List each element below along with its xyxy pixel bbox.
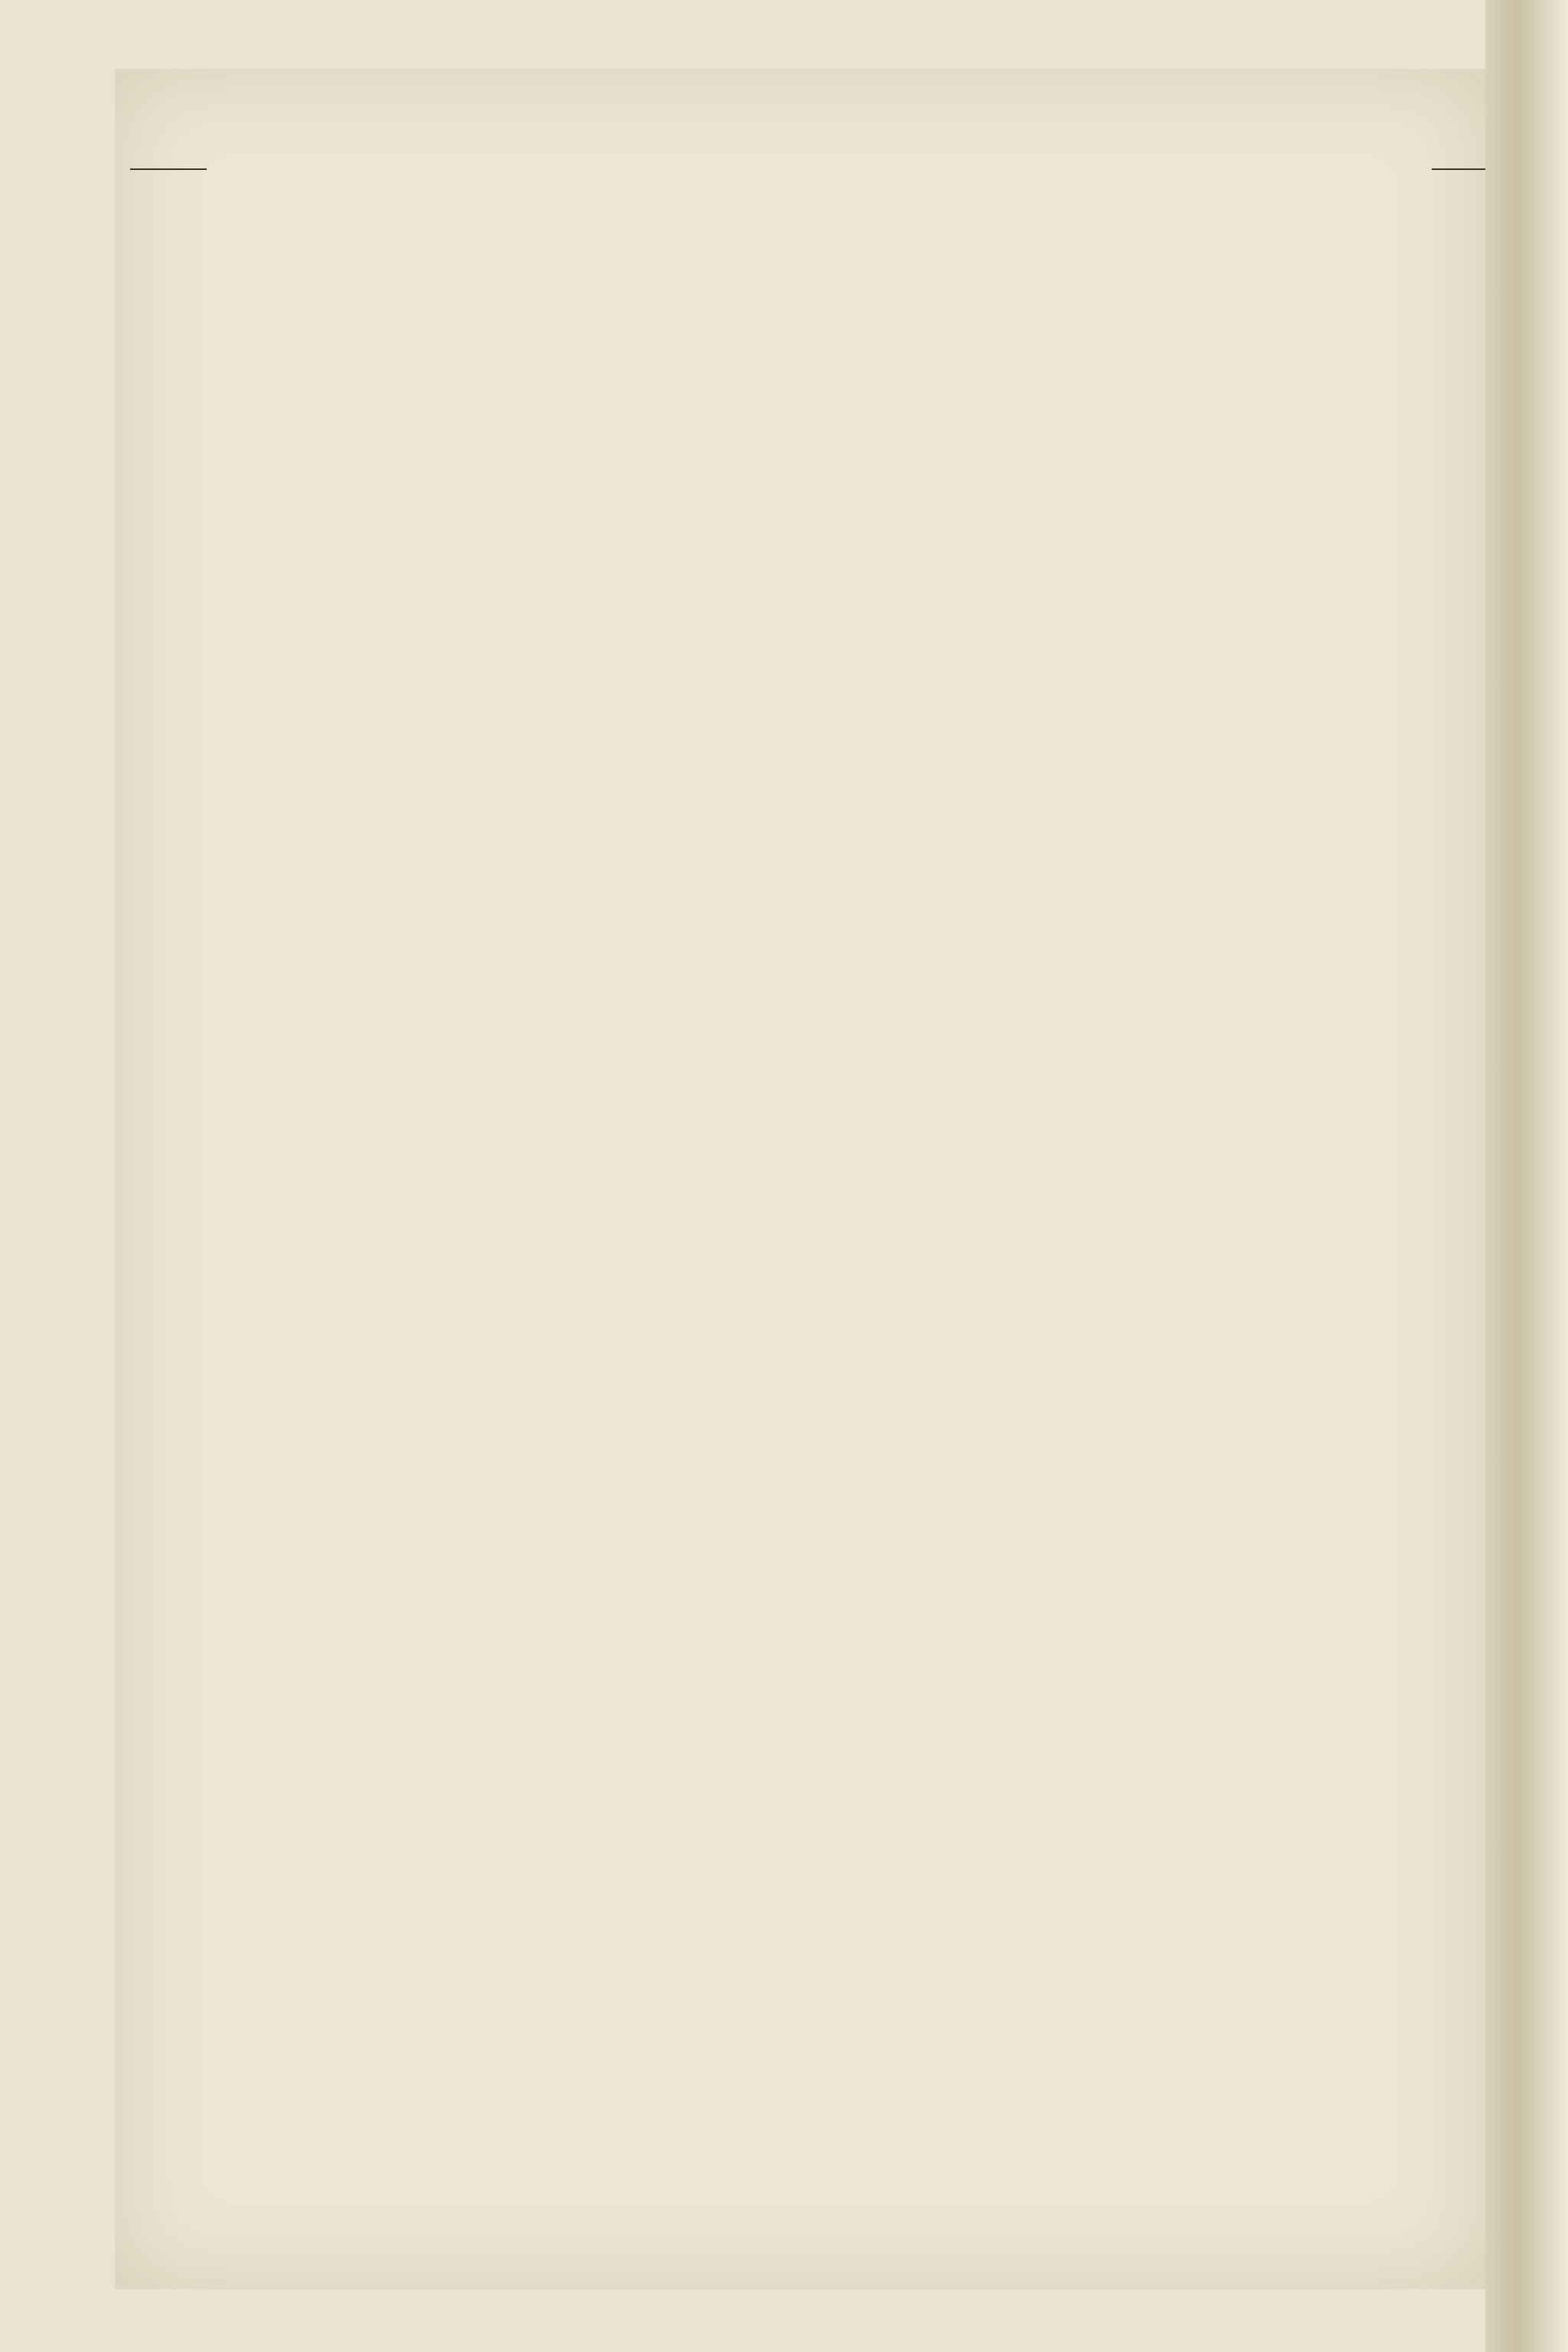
left-text-column <box>337 161 896 2213</box>
book-page <box>115 69 1485 2289</box>
running-title <box>421 107 1256 108</box>
section-marker <box>888 2029 919 2030</box>
section-marker <box>888 957 919 958</box>
section-marker <box>888 559 919 560</box>
right-page-number <box>1423 107 1424 108</box>
left-margin-note <box>122 168 214 175</box>
margin-rule <box>130 168 207 170</box>
text-paragraph <box>337 161 896 162</box>
book-spine <box>1485 0 1568 2352</box>
page-header <box>115 100 1485 161</box>
section-marker <box>888 176 919 177</box>
right-text-column <box>965 161 1524 2213</box>
text-paragraph <box>965 161 1524 162</box>
